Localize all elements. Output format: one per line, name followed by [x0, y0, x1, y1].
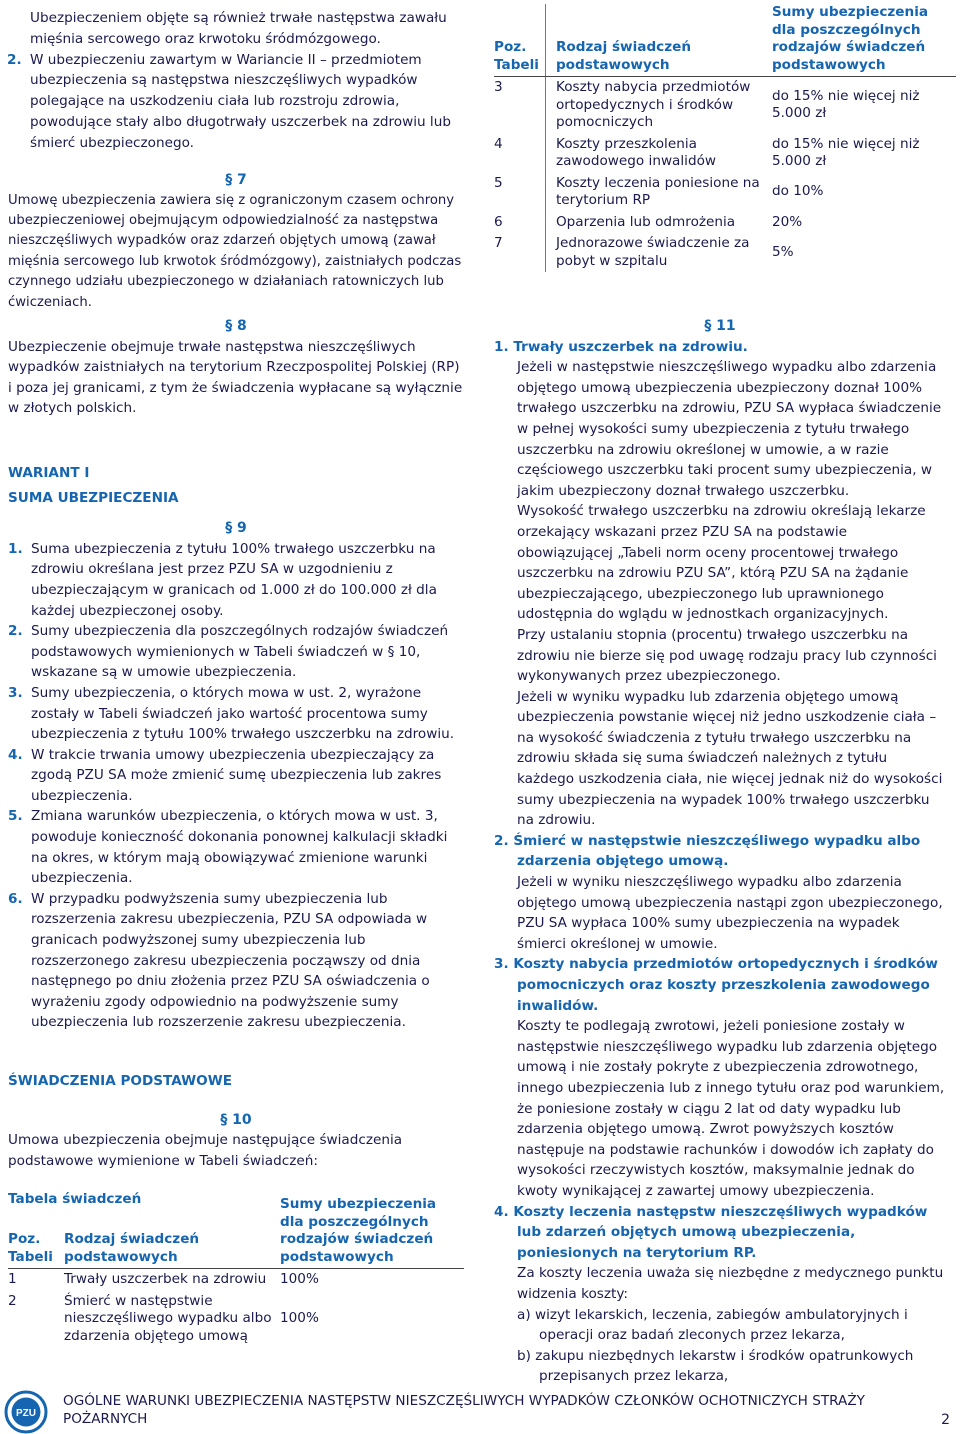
item-number: 5.: [8, 808, 23, 825]
page-footer: [0, 1384, 960, 1434]
cell-position: 5: [494, 174, 503, 191]
item-title: 1. Trwały uszczerbek na zdrowiu.: [494, 338, 748, 355]
table-row: [8, 1291, 464, 1348]
page-number: 2: [941, 1412, 950, 1428]
list-item: [8, 806, 464, 888]
item-text: Zmiana warunków ubezpieczenia, o których mowa w ust. 3, powoduje konieczność dokonania ponownej kalkulacji składki na okres, w którym mają obowiązywać zmienione warunki ubezpieczenia.: [31, 808, 448, 887]
item-title: 2. Śmierć w następstwie nieszczęśliwego wypadku albo zdarzenia objętego umową.: [494, 832, 921, 870]
paragraph: Koszty te podlegają zwrotowi, jeżeli poniesione zostały w następstwie nieszczęśliwego wypadku lub zdarzenia objętego umową i nie zostały pokryte z ubezpieczenia zdrowotnego, innego ubezpieczenia lub z innego tytułu oraz pod warunkiem, że poniesione zostały w ciągu 2 lat od daty wypadku lub zdarzenia objętego umową. Zwrot powyższych kosztów następuje na podstawie rachunków i dowodów ich zapłaty do wysokości rzeczywistych kosztów, maksymalnie jednak do kwoty wynikającej z zawartej umowy ubezpieczenia.: [517, 1018, 945, 1199]
cell-sum: 100%: [280, 1271, 319, 1287]
list-item: [8, 889, 464, 1033]
item-text: Sumy ubezpieczenia dla poszczególnych rodzajów świadczeń podstawowych wymienionych w Tabeli świadczeń w § 10, wskazane są w umowie ubezpieczenia.: [31, 623, 449, 681]
table-row: [494, 212, 956, 234]
cell-type: Trwały uszczerbek na zdrowiu: [64, 1271, 267, 1287]
list-item: b) zakupu niezbędnych lekarstw i środków opatrunkowych przepisanych przez lekarza,: [517, 1347, 914, 1385]
benefits-table-continued: [494, 4, 956, 272]
section-heading: § 8: [225, 318, 247, 334]
section-9-list: [8, 539, 464, 1033]
cell-type: Jednorazowe świadczenie za pobyt w szpitalu: [545, 233, 772, 272]
header-type: Rodzaj świadczeń podstawowych: [545, 4, 772, 77]
list-item: [8, 621, 464, 683]
item-text: W ubezpieczeniu zawartym w Wariancie II – przedmiotem ubezpieczenia są następstwa nieszczęśliwych wypadków polegające na uszkodzeniu ciała lub rozstroju zdrowia, powodujące stały albo długotrwały uszczerbek na zdrowiu lub śmierć ubezpieczonego.: [30, 51, 451, 151]
section-heading: § 11: [704, 318, 736, 334]
cell-type: Koszty leczenia poniesione na terytorium RP: [545, 173, 772, 212]
table-header-row: [8, 1196, 464, 1269]
item-text: W przypadku podwyższenia sumy ubezpieczenia lub rozszerzenia zakresu ubezpieczenia, PZU SA odpowiada w granicach podwyższonej sumy ubezpieczenia lub rozszerzonego zakresu ubezpieczenia począwszy od dnia następnego po dniu złożenia przez PZU SA oświadczenia o wyrażeniu zgody odpowiednio na podwyższenie sumy ubezpieczenia lub rozszerzenie zakresu ubezpieczenia.: [31, 890, 430, 1031]
paragraph: Umowa ubezpieczenia obejmuje następujące świadczenia podstawowe wymienione w Tabeli świadczeń:: [8, 1132, 403, 1169]
left-main-column: [8, 316, 464, 1210]
item-title: 3. Koszty nabycia przedmiotów ortopedycznych i środków pomocniczych oraz koszty przeszkolenia zawodowego inwalidów.: [494, 956, 938, 1014]
paragraph: Umowę ubezpieczenia zawiera się z ograniczonym czasem ochrony ubezpieczeniowej obejmującym odpowiedzialność za następstwa nieszczęśliwych wypadków oraz zdarzeń objętych umową (zawał mięśnia sercowego lub krwotok śródmózgowy), zaistniałych podczas czynnego udziału ubezpieczonego w działaniach ratowniczych lub ćwiczeniach.: [8, 192, 462, 310]
paragraph: Jeżeli w następstwie nieszczęśliwego wypadku albo zdarzenia objętego umową ubezpieczenia ubezpieczony doznał 100% trwałego uszczerbku na zdrowiu, PZU SA wypłaca świadczenie w pełnej wysokości sumy ubezpieczenia z tytułu trwałego uszczerbku na zdrowiu określonej w umowie, a w razie częściowego uszczerbku taki procent sumy ubezpieczenia, w jakim ubezpieczony doznał trwałego uszczerbku.: [517, 359, 942, 499]
header-position: Poz. Tabeli: [494, 4, 545, 77]
item-number: 2.: [8, 623, 23, 640]
cell-sum: do 15% nie więcej niż 5.000 zł: [771, 87, 920, 122]
table-row: [494, 77, 956, 134]
cell-type: Oparzenia lub odmrożenia: [545, 212, 772, 234]
pzu-logo-icon: [4, 1390, 48, 1434]
cell-position: 6: [494, 213, 503, 230]
paragraph: Ubezpieczenie obejmuje trwałe następstwa nieszczęśliwych wypadków zaistniałych na terytorium Rzeczpospolitej Polskiej (RP) i poza jej granicami, z tym że świadczenia wypłacane są wyłącznie w złotych polskich.: [8, 338, 463, 417]
header-position: Poz. Tabeli: [8, 1196, 64, 1269]
right-main-column: [494, 316, 946, 1387]
paragraph: Ubezpieczeniem objęte są również trwałe następstwa zawału mięśnia sercowego oraz krwotoku śródmózgowego.: [30, 10, 447, 47]
table-row: [494, 173, 956, 212]
item-number: 1.: [8, 540, 23, 557]
list-item: [8, 745, 464, 807]
paragraph: Przy ustalaniu stopnia (procentu) trwałego uszczerbku na zdrowiu nie bierze się pod uwagę rodzaju pracy lub czynności wykonywanych przez ubezpieczonego.: [517, 626, 937, 685]
item-number: 6.: [8, 890, 23, 907]
cell-position: 1: [8, 1271, 17, 1287]
list-item: a) wizyt lekarskich, leczenia, zabiegów ambulatoryjnych i operacji oraz badań zleconych przez lekarza,: [517, 1306, 908, 1344]
header-type: Rodzaj świadczeń podstawowych: [64, 1196, 280, 1269]
numbered-paragraph: [7, 50, 463, 154]
item-text: Sumy ubezpieczenia, o których mowa w ust. 2, wyrażone zostały w Tabeli świadczeń jako wartość procentowa sumy ubezpieczenia z tytułu 100% trwałego uszczerbku na zdrowiu.: [31, 684, 455, 743]
item-number: 2.: [7, 51, 22, 68]
paragraph: Wysokość trwałego uszczerbku na zdrowiu określają lekarze orzekający wskazani przez PZU SA na podstawie obowiązującej „Tabeli norm oceny procentowej trwałego uszczerbku na zdrowiu PZU SA”, którą PZU SA na żądanie ubezpieczającego, ubezpieczonego lub uprawnionego udostępnia do wglądu w jednostkach organizacyjnych.: [517, 503, 926, 623]
item-text: W trakcie trwania umowy ubezpieczenia ubezpieczający za zgodą PZU SA może zmienić sumę ubezpieczenia lub zakres ubezpieczenia.: [31, 746, 442, 804]
sum-title: SUMA UBEZPIECZENIA: [8, 489, 179, 506]
cell-sum: 5%: [771, 243, 794, 260]
header-sum: Sumy ubezpieczenia dla poszczególnych rodzajów świadczeń podstawowych: [280, 1196, 464, 1269]
benefits-table: [8, 1196, 464, 1347]
cell-position: 3: [494, 79, 503, 95]
cell-type: Koszty przeszkolenia zawodowego inwalidów: [545, 134, 772, 173]
table-row: [8, 1269, 464, 1291]
cell-sum: 100%: [280, 1310, 319, 1326]
table-title: Tabela świadczeń: [8, 1191, 142, 1208]
section-heading: § 10: [220, 1111, 252, 1128]
cell-position: 4: [494, 135, 503, 152]
cell-sum: 20%: [771, 213, 803, 230]
section-heading: § 9: [225, 520, 247, 537]
cell-type: Koszty nabycia przedmiotów ortopedycznych i środków pomocniczych: [545, 77, 772, 134]
paragraph: Jeżeli w wyniku nieszczęśliwego wypadku albo zdarzenia objętego umową ubezpieczenia nastąpi zgon ubezpieczonego, PZU SA wypłaca 100% sumy ubezpieczenia na wypadek śmierci określonej w umowie.: [517, 874, 943, 952]
footer-title: OGÓLNE WARUNKI UBEZPIECZENIA NASTĘPSTW NIESZCZĘŚLIWYCH WYPADKÓW CZŁONKÓW OCHOTNICZYCH STRAŻY POŻARNYCH: [63, 1393, 865, 1427]
cell-position: 2: [8, 1292, 17, 1309]
item-title: 4. Koszty leczenia następstw nieszczęśliwych wypadków lub zdarzeń objętych umową ubezpieczenia, poniesionych na terytorium RP.: [494, 1203, 928, 1261]
item-number: 4.: [8, 746, 23, 763]
table-header-row: [494, 4, 956, 77]
cell-position: 7: [494, 235, 503, 251]
variant-title: WARIANT I: [8, 464, 90, 481]
item-number: 3.: [8, 684, 23, 701]
left-top-block: [7, 8, 463, 154]
header-sum: Sumy ubezpieczenia dla poszczególnych rodzajów świadczeń podstawowych: [772, 4, 956, 77]
table-row: [494, 134, 956, 173]
table-row: [494, 233, 956, 272]
cell-sum: do 15% nie więcej niż 5.000 zł: [771, 135, 920, 169]
benefits-title: ŚWIADCZENIA PODSTAWOWE: [8, 1073, 233, 1089]
paragraph: Jeżeli w wyniku wypadku lub zdarzenia objętego umową ubezpieczenia powstanie więcej niż jedno uszkodzenie ciała – na wysokość świadczenia z tytułu trwałego uszczerbku na zdrowiu składa się suma świadczeń należnych z tytułu każdego uszkodzenia ciała, nie więcej jednak niż do wysokości sumy ubezpieczenia na wypadek 100% trwałego uszczerbku na zdrowiu.: [517, 688, 943, 829]
section-heading: § 7: [225, 172, 247, 188]
logo-text: PZU: [16, 1408, 36, 1419]
paragraph: Za koszty leczenia uważa się niezbędne z medycznego punktu widzenia koszty:: [517, 1265, 944, 1302]
cell-type: Śmierć w następstwie nieszczęśliwego wypadku albo zdarzenia objętego umową: [64, 1292, 272, 1344]
item-text: Suma ubezpieczenia z tytułu 100% trwałego uszczerbku na zdrowiu określana jest przez PZU SA w uzgodnieniu z ubezpieczającym w granicach od 1.000 zł do 100.000 zł dla każdej ubezpieczonej osoby.: [31, 540, 437, 619]
list-item: [8, 683, 464, 745]
section-7: [8, 170, 464, 313]
cell-sum: do 10%: [771, 183, 824, 200]
list-item: [8, 539, 464, 621]
